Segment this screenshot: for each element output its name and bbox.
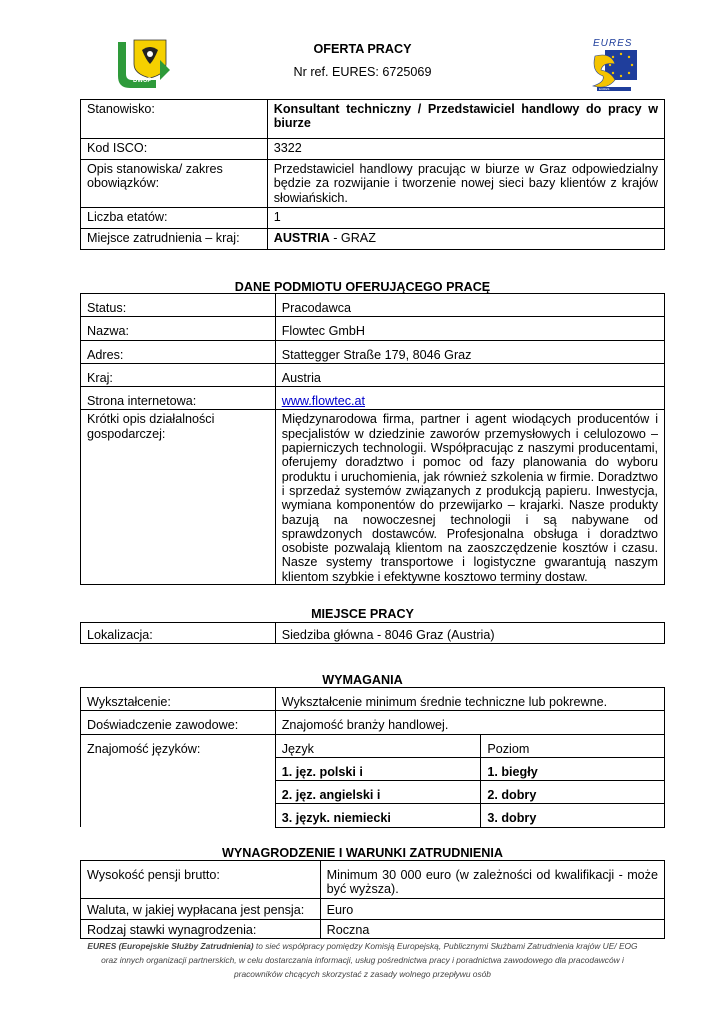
language-level: 3. dobry — [481, 804, 665, 827]
footer-line-3: pracowników chcących skorzystać z zasady wolnego przepływu osób — [234, 969, 491, 979]
salary-amount-value: Minimum 30 000 euro (w zależności od kwalifikacji - może być wyższa). — [320, 861, 664, 899]
offer-table — [80, 99, 665, 250]
status-value: Pracodawca — [275, 294, 664, 317]
language-item: 3. język. niemiecki — [275, 804, 481, 827]
country-label: Kraj: — [81, 363, 276, 386]
experience-value: Znajomość branży handlowej. — [275, 711, 664, 734]
currency-label: Waluta, w jakiej wypłacana jest pensja: — [81, 899, 321, 920]
address-value: Stattegger Straße 179, 8046 Graz — [275, 340, 664, 363]
currency-value: Euro — [320, 899, 664, 920]
footer-eures-name: EURES (Europejskie Służby Zatrudnienia) — [87, 941, 254, 951]
isco-value: 3322 — [267, 139, 664, 160]
level-header: Poziom — [481, 734, 665, 757]
reference-number: Nr ref. EURES: 6725069 — [293, 65, 432, 79]
eures-logo-small-text: EURES — [599, 87, 610, 91]
location-country-value — [267, 229, 664, 250]
language-item: 2. jęz. angielski i — [275, 781, 481, 804]
location-country-label: Miejsce zatrudnienia – kraj: — [81, 229, 268, 250]
languages-label: Znajomość języków: — [81, 734, 276, 827]
country-value: Austria — [275, 363, 664, 386]
table-row — [81, 711, 665, 734]
rate-type-label: Rodzaj stawki wynagrodzenia: — [81, 920, 321, 939]
business-description-label: Krótki opis działalności gospodarczej: — [81, 410, 276, 585]
city-name: - GRAZ — [329, 231, 376, 245]
education-label: Wykształcenie: — [81, 688, 276, 711]
position-label: Stanowisko: — [81, 100, 268, 139]
footer-line-1-text: to sieć współpracy pomiędzy Komisją Europejską, Publicznymi Służbami Zatrudnienia krajów UE/ EOG — [253, 941, 638, 951]
employer-table — [80, 293, 665, 585]
isco-label: Kod ISCO: — [81, 139, 268, 160]
salary-amount-label: Wysokość pensji brutto: — [81, 861, 321, 899]
table-row — [81, 688, 665, 711]
status-label: Status: — [81, 294, 276, 317]
footer-note — [40, 939, 685, 981]
eures-logo-text: EURES — [593, 38, 633, 49]
education-value: Wykształcenie minimum średnie techniczne lub pokrewne. — [275, 688, 664, 711]
employer-section-title: DANE PODMIOTU OFERUJĄCEGO PRACĘ — [234, 280, 491, 294]
footer-line-1 — [40, 939, 685, 953]
footer-line-2: oraz innych organizacji partnerskich, w celu dostarczania informacji, usług pośrednictwa pracy i poradnictwa zawodowego dla pracodawców i — [101, 955, 624, 965]
language-level: 2. dobry — [481, 781, 665, 804]
table-row — [81, 317, 665, 340]
requirements-section-title: WYMAGANIA — [322, 673, 403, 687]
website-label: Strona internetowa: — [81, 387, 276, 410]
workplace-section-title: MIEJSCE PRACY — [311, 607, 414, 621]
table-row — [81, 100, 665, 139]
business-description-value: Międzynarodowa firma, partner i agent wiodących producentów i specjalistów w dziedzinie zaworów przemysłowych i celulozowo – papierniczych technologii. Współpracując z naszymi producentami, oferujemy doradztwo i pomoc od fazy planowania do wyboru produktu i uruchomienia, jak również szkolenia w firmie. Doradztwo i sprzedaż systemów związanych z produkcją papieru. Inwestycja, wymiana komponentów do przewijarko – krajarki. Nasze produkty bazują na nowoczesnej technologii i są nabywane od sprawdzonych dostawców. Profesjonalna obsługa i doradztwo osobiste pozwalają klientom na zaoszczędzenie kosztów i czasu. Nasze systemy transportowe i logistyczne gwarantują naszym klientom szybkie i efektywne kosztowo terminy dostaw. — [275, 410, 664, 585]
eu-flag-icon — [589, 50, 639, 92]
eures-logo — [585, 38, 643, 94]
table-row — [81, 920, 665, 939]
rate-type-value: Roczna — [320, 920, 664, 939]
website-link[interactable]: www.flowtec.at — [281, 394, 366, 409]
requirements-table — [80, 687, 665, 828]
language-item: 1. jęz. polski i — [275, 757, 481, 780]
experience-label: Doświadczenie zawodowe: — [81, 711, 276, 734]
table-row — [81, 363, 665, 386]
table-row — [81, 229, 665, 250]
workplace-label: Lokalizacja: — [81, 623, 276, 644]
table-row — [81, 340, 665, 363]
table-row — [81, 387, 665, 410]
workplace-table — [80, 622, 665, 644]
salary-section-title: WYNAGRODZENIE I WARUNKI ZATRUDNIENIA — [221, 846, 504, 860]
table-row — [81, 861, 665, 899]
table-row — [81, 410, 665, 585]
table-row — [81, 160, 665, 208]
table-row — [81, 139, 665, 160]
language-header: Język — [275, 734, 481, 757]
company-name-value: Flowtec GmbH — [275, 317, 664, 340]
table-row — [81, 208, 665, 229]
table-row — [81, 899, 665, 920]
description-label: Opis stanowiska/ zakres obowiązków: — [81, 160, 268, 208]
table-row — [81, 623, 665, 644]
positions-count-value: 1 — [267, 208, 664, 229]
table-row — [81, 734, 665, 757]
language-level: 1. biegły — [481, 757, 665, 780]
salary-table — [80, 860, 665, 939]
company-name-label: Nazwa: — [81, 317, 276, 340]
page-title: OFERTA PRACY — [313, 42, 412, 56]
description-value: Przedstawiciel handlowy pracując w biurze w Graz odpowiedzialny będzie za rozwijanie i tworzenie nowej sieci bazy klientów z krajów słowiańskich. — [267, 160, 664, 208]
website-cell — [275, 387, 664, 410]
dwup-logo-text: DWUP — [133, 78, 152, 84]
workplace-value: Siedziba główna - 8046 Graz (Austria) — [275, 623, 664, 644]
positions-count-label: Liczba etatów: — [81, 208, 268, 229]
address-label: Adres: — [81, 340, 276, 363]
table-row — [81, 294, 665, 317]
position-value: Konsultant techniczny / Przedstawiciel handlowy do pracy w biurze — [267, 100, 664, 139]
country-name: AUSTRIA — [273, 231, 330, 245]
